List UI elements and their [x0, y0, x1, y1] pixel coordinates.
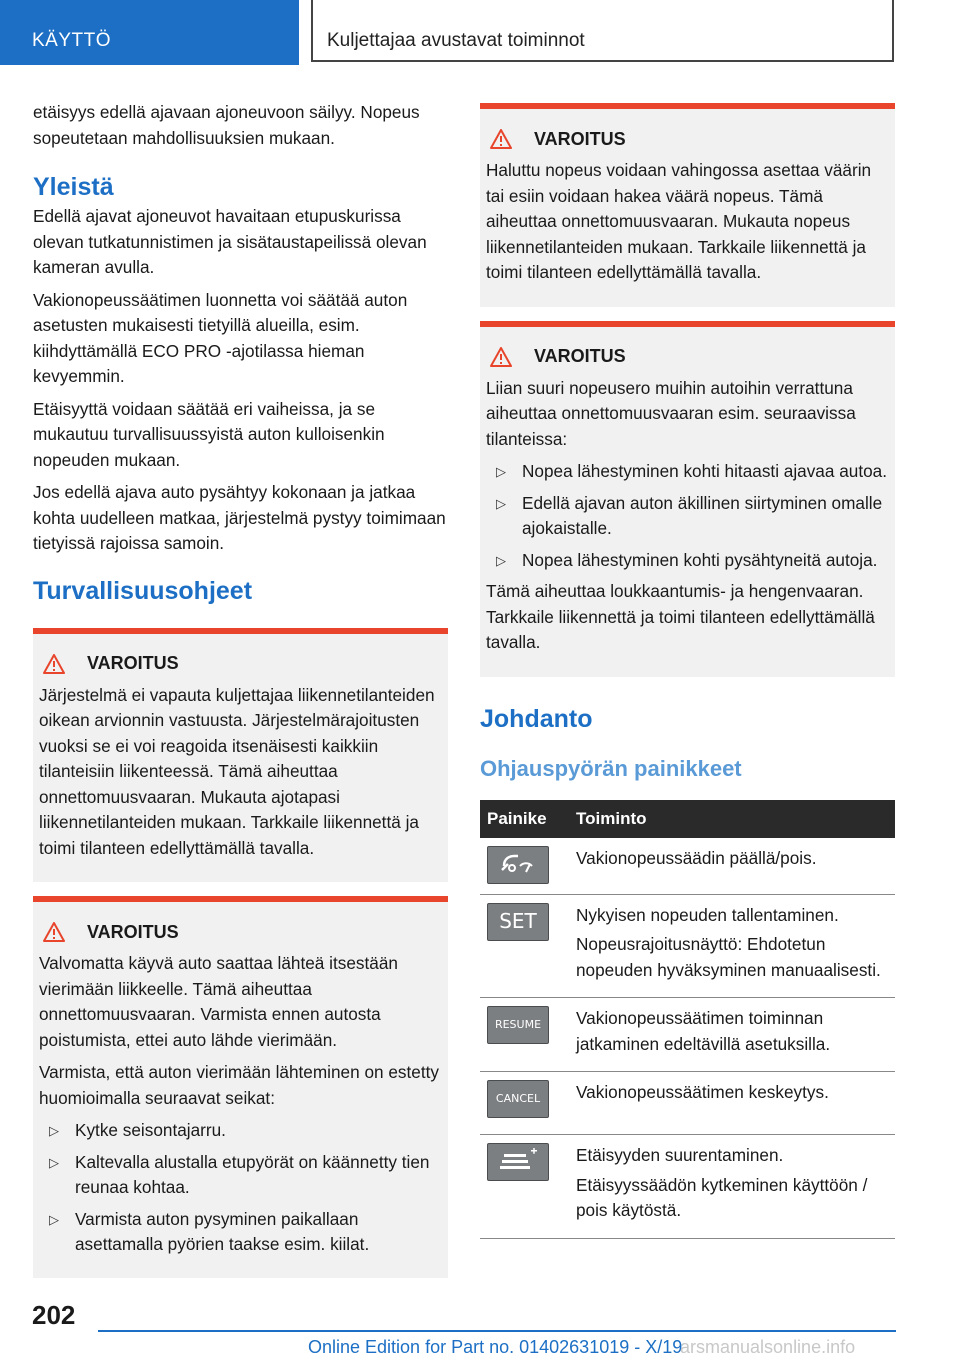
warning-box [480, 103, 895, 307]
table-row [480, 1072, 895, 1135]
warning-title: VAROITUS [486, 126, 889, 152]
table-row [480, 1135, 895, 1239]
warning-title: VAROITUS [39, 651, 442, 677]
section-title: KÄYTTÖ [32, 30, 112, 51]
warning-title: VAROITUS [486, 344, 889, 370]
list-item: ▷ Kaltevalla alustalla etupyörät on käännetty tien reunaa kohtaa. [49, 1151, 430, 1197]
warning-box [33, 628, 448, 883]
row-text: Vakionopeussäätimen toiminnan jatkaminen edeltävillä asetuksilla. [576, 1008, 831, 1054]
list-item: ▷ Kytke seisontajarru. [39, 1118, 442, 1144]
general-paragraph: Etäisyyttä voidaan säätää eri vaiheissa, ja se mukautuu turvallisuussyistä auton kulloisenkin nopeuden mukaan. [33, 398, 385, 470]
warning-text: Haluttu nopeus voidaan vahingossa asettaa väärin tai esiin voidaan hakea väärä nopeus. Tämä aiheuttaa onnettomuusvaaran. Mukauta nopeus liikennetilanteiden mukaan. Tarkkaile liikennettä ja toimi tilanteen edellyttämällä tavalla. [486, 160, 872, 282]
warning-text: Tämä aiheuttaa loukkaantumis- ja hengenvaaran. Tarkkaile liikennettä ja toimi tilanteen edellyttämällä tavalla. [486, 581, 875, 652]
watermark: arsmanualsonline.info [680, 1337, 856, 1357]
bullet-triangle-icon: ▷ [496, 552, 506, 568]
list-item: ▷ Nopea lähestyminen kohti pysähtyneitä autoja. [486, 548, 889, 574]
warning-text: Varmista, että auton vierimään lähteminen on estetty huomioimalla seuraavat seikat: [39, 1062, 439, 1108]
row-text: Etäisyyden suurentaminen. [576, 1145, 784, 1165]
column-header: Painike [480, 800, 569, 838]
right-column [480, 103, 895, 1239]
buttons-table [480, 800, 895, 1239]
intro-heading: Johdanto [480, 704, 593, 733]
bullet-triangle-icon: ▷ [49, 1123, 59, 1138]
warning-triangle-icon [490, 129, 512, 149]
set-key-icon: SET [487, 903, 549, 941]
row-text: Vakionopeussäätimen keskeytys. [576, 1082, 829, 1102]
warning-triangle-icon [43, 654, 65, 674]
table-header-row [480, 800, 895, 838]
cruise-control-icon [487, 846, 549, 884]
bullet-triangle-icon: ▷ [496, 495, 506, 511]
footer-divider [98, 1330, 896, 1332]
warning-text: Järjestelmä ei vapauta kuljettajaa liikennetilanteiden oikean arvionnin vastuusta. Järjestelmärajoitusten vuoksi se ei voi reagoida itsenäisesti kaikkiin tilanteisiin liikenteessä. Tämä aiheuttaa onnettomuusvaaran. Mukauta ajotapasi liikennetilanteiden mukaan. Tarkkaile liikennettä ja toimi tilanteen edellyttämällä tavalla. [39, 684, 435, 858]
row-text: Nykyisen nopeuden tallentaminen. [576, 904, 839, 925]
distance-key-icon [487, 1143, 549, 1181]
warning-box [33, 896, 448, 1278]
safety-heading: Turvallisuusohjeet [33, 576, 253, 605]
table-row [480, 894, 895, 998]
list-item: ▷ Nopea lähestyminen kohti hitaasti ajavaa autoa. [486, 459, 889, 485]
general-paragraph: Vakionopeussäätimen luonnetta voi säätää auton asetusten mukaisesti tietyillä alueilla, esim. kiihdyttämällä ECO PRO -ajotilassa hieman kevyemmin. [33, 289, 408, 386]
warning-triangle-icon [43, 922, 65, 942]
warning-title: VAROITUS [39, 919, 442, 945]
row-text: Etäisyyssäädön kytkeminen käyttöön / pois käytöstä. [576, 1174, 868, 1220]
bullet-triangle-icon: ▷ [496, 464, 506, 479]
warning-text: Valvomatta käyvä auto saattaa lähteä itsestään vierimään liikkeelle. Tämä aiheuttaa onnettomuusvaaran. Varmista ennen autosta poistumista, ettei auto lähde vierimään. [39, 953, 398, 1050]
table-row [480, 998, 895, 1072]
intro-paragraph: etäisyys edellä ajavaan ajoneuvoon säilyy. Nopeus sopeutetaan mahdollisuuksien mukaan. [33, 102, 420, 148]
warning-list [39, 1118, 442, 1258]
row-text: Vakionopeussäädin päällä/pois. [576, 847, 817, 868]
edition-text: Online Edition for Part no. 01402631019 - X/19 [308, 1337, 683, 1357]
warning-text: Liian suuri nopeusero muihin autoihin verrattuna aiheuttaa onnettomuusvaaran esim. seuraavissa tilanteissa: [486, 377, 856, 449]
table-row [480, 838, 895, 895]
chapter-title: Kuljettajaa avustavat toiminnot [327, 30, 585, 51]
list-item: ▷ Edellä ajavan auton äkillinen siirtyminen omalle ajokaistalle. [496, 492, 883, 538]
resume-key-icon: RESUME [487, 1006, 549, 1044]
bullet-triangle-icon: ▷ [49, 1154, 59, 1170]
general-paragraph: Jos edellä ajava auto pysähtyy kokonaan ja jatkaa kohta uudelleen matkaa, järjestelmä pystyy toimimaan tietyissä rajoissa samoin. [33, 482, 446, 553]
column-header: Toiminto [569, 800, 895, 838]
chapter-header [311, 0, 894, 62]
general-heading: Yleistä [33, 173, 114, 201]
warning-triangle-icon [490, 347, 512, 367]
bullet-triangle-icon: ▷ [49, 1211, 59, 1227]
warning-list [486, 459, 889, 573]
warning-box [480, 321, 895, 677]
general-paragraph: Edellä ajavat ajoneuvot havaitaan etupuskurissa olevan tutkatunnistimen ja sisätaustapeilissä olevan kameran avulla. [33, 206, 427, 277]
page-number: 202 [32, 1300, 76, 1330]
section-tab [0, 0, 299, 65]
list-item: ▷ Varmista auton pysyminen paikallaan asettamalla pyörien taakse esim. kiilat. [49, 1208, 370, 1254]
cancel-key-icon: CANCEL [487, 1080, 549, 1118]
row-text: Nopeusrajoitusnäyttö: Ehdotetun nopeuden hyväksyminen manuaalisesti. [576, 934, 881, 980]
buttons-heading: Ohjauspyörän painikkeet [480, 755, 742, 781]
left-column [33, 100, 448, 1278]
